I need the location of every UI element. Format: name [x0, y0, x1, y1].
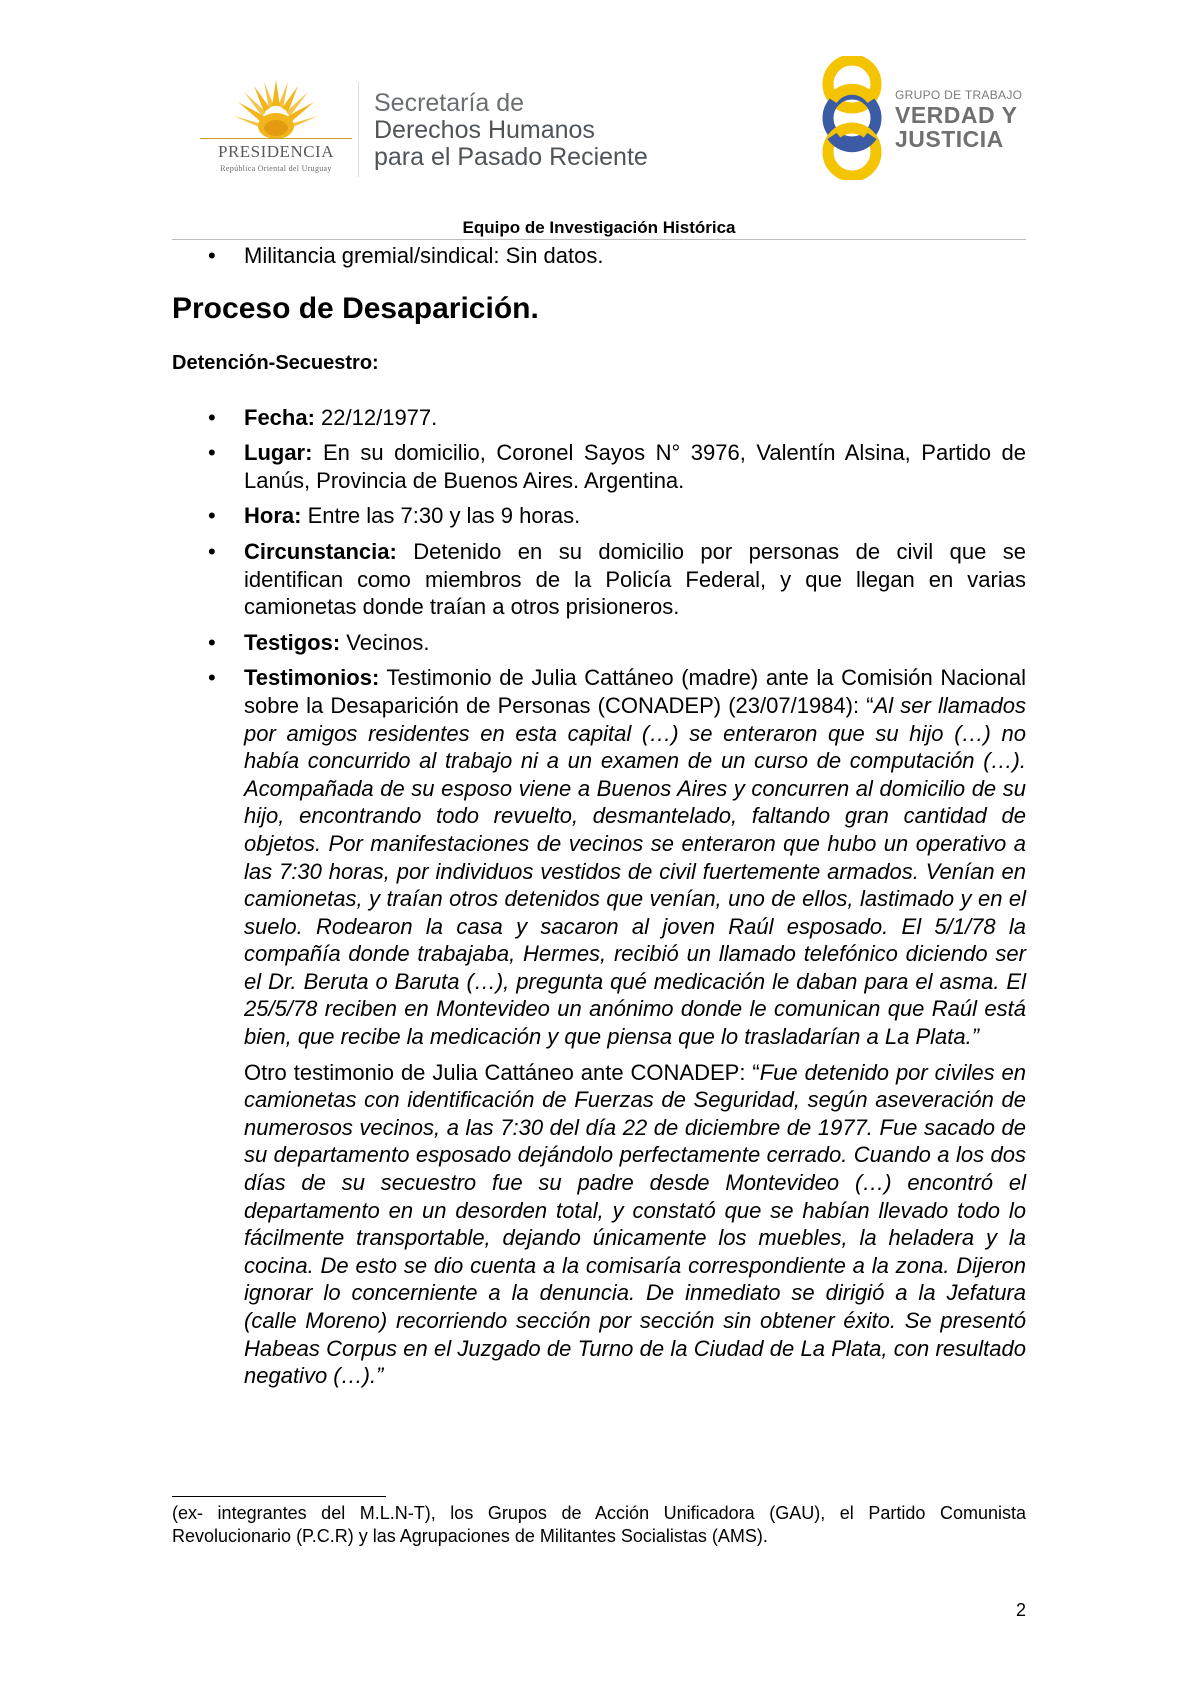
presidencia-name: PRESIDENCIA — [217, 142, 334, 161]
testimonios-label: Testimonios: — [244, 665, 380, 691]
page-number: 2 — [1015, 1600, 1026, 1620]
testimonio-quote: Al ser llamados por amigos residentes en esta capital (…) se enteraron que su hijo (…) no había concurrido al trabajo ni a un examen de un curso de computación (…). Acompañada de su esposo viene a Buenos Aires y concurren al domicilio de su hijo, encontrando todo revuelto, desmantelado, faltando gran cantidad de objetos. Por manifestaciones de vecinos se enteraron que hubo un operativo a las 7:30 horas, por individuos vestidos de civil fuertemente armados. Venían en camionetas, y traían otros detenidos que venían, uno de ellos, lastimado y en el suelo. Rodearon la casa y sacaron al joven Raúl esposado. El 5/1/78 la compañía donde trabajaba, Hermes, recibió un llamado telefónico diciendo ser el Dr. Beruta o Baruta (…), pregunta qué medicación le daban para el asma. El 25/5/78 reciben en Montevideo un anónimo donde le comunican que Raúl está bien, que recibe la medicación y que piensa que lo trasladarían a La Plata.” — [244, 692, 1026, 1050]
grupo-trabajo-line-1: GRUPO DE TRABAJO — [895, 88, 1023, 102]
secretaria-line-3: para el Pasado Reciente — [374, 143, 648, 171]
testimonios-item — [172, 664, 1026, 1050]
presidencia-logo — [196, 76, 356, 176]
bullet-symbol: • — [208, 404, 216, 430]
secretaria-line-1: Secretaría de — [374, 89, 525, 117]
grupo-trabajo-logo — [818, 56, 1038, 180]
presidencia-subtitle: República Oriental del Uruguay — [220, 164, 332, 173]
testigos-item — [172, 629, 1026, 657]
bullet-symbol: • — [208, 538, 216, 564]
testigos-value: Vecinos. — [346, 629, 430, 655]
hora-item — [172, 502, 1026, 530]
lugar-value: En su domicilio, Coronel Sayos N° 3976, Valentín Alsina, Partido de Lanús, Provincia de Buenos Aires. Argentina. — [244, 440, 1026, 493]
page-header — [0, 0, 1190, 237]
circunstancia-item — [172, 538, 1026, 621]
presidencia-divider — [200, 138, 352, 139]
section-title: Proceso de Desaparición. — [172, 291, 539, 325]
document-body — [172, 242, 1026, 1390]
lugar-label: Lugar: — [244, 440, 313, 466]
bullet-symbol: • — [208, 665, 216, 691]
fecha-item — [172, 404, 1026, 432]
footnote: (ex- integrantes del M.L.N-T), los Grupos de Acción Unificadora (GAU), el Partido Comunista Revolucionario (P.C.R) y las Agrupaciones de Militantes Socialistas (AMS). — [172, 1503, 1026, 1546]
hora-value: Entre las 7:30 y las 9 horas. — [307, 503, 581, 529]
bullet-symbol: • — [208, 440, 216, 466]
lugar-item — [172, 439, 1026, 494]
testigos-label: Testigos: — [244, 629, 341, 655]
bullet-symbol: • — [208, 503, 216, 529]
footnote-rule — [172, 1496, 386, 1497]
header-separator — [358, 82, 359, 177]
fecha-value: 22/12/1977. — [321, 404, 438, 430]
secretaria-line-2: Derechos Humanos — [374, 116, 595, 144]
circunstancia-label: Circunstancia: — [244, 538, 397, 564]
fecha-label: Fecha: — [244, 404, 315, 430]
bullet-symbol: • — [208, 243, 216, 268]
second-testimony-quote: Fue detenido por civiles en camionetas con identificación de Fuerzas de Seguridad, según aseveración de numerosos vecinos, a las 7:30 del día 22 de diciembre de 1977. Fue sacado de su departamento esposado dejándolo perfectamente cerrado. Cuando a los dos días de su secuestro fue su padre desde Montevideo (…) encontró el departamento en un desorden total, y constató que se habían llevado todo lo fácilmente transportable, dejando únicamente los muebles, la heladera y la cocina. De esto se dio cuenta a la comisaría correspondiente a la zona. Dijeron ignorar lo concerniente a la denuncia. De inmediato se dirigió a la Jefatura (calle Moreno) recorriendo sección por sección sin obtener éxito. Se presentó Habeas Corpus en el Juzgado de Turno de la Ciudad de La Plata, con resultado negativo (…).” — [244, 1059, 1027, 1389]
subsection-title: Detención-Secuestro: — [172, 351, 379, 374]
second-testimony — [172, 1059, 1026, 1390]
header-rule — [172, 239, 1026, 240]
grupo-trabajo-line-2: VERDAD Y — [895, 102, 1018, 128]
bullet-symbol: • — [208, 629, 216, 655]
secretaria-title — [374, 90, 648, 171]
militancia-text: Militancia gremial/sindical: Sin datos. — [244, 243, 604, 268]
militancia-item — [172, 242, 1026, 270]
linked-rings-icon — [818, 56, 894, 180]
hora-label: Hora: — [244, 503, 302, 529]
circunstancia-value: Detenido en su domicilio por personas de civil que se identifican como miembros de la Policía Federal, y que llegan en varias camionetas donde traían a otros prisioneros. — [244, 538, 1026, 620]
testimonio-intro: Testimonio de Julia Cattáneo (madre) ante la Comisión Nacional sobre la Desaparición de Personas (CONADEP) (23/07/1984): “ — [244, 665, 1027, 718]
second-testimony-intro: Otro testimonio de Julia Cattáneo ante CONADEP: “ — [244, 1059, 760, 1085]
sun-icon — [234, 76, 318, 138]
team-name: Equipo de Investigación Histórica — [462, 218, 736, 237]
grupo-trabajo-line-3: JUSTICIA — [895, 126, 1004, 152]
